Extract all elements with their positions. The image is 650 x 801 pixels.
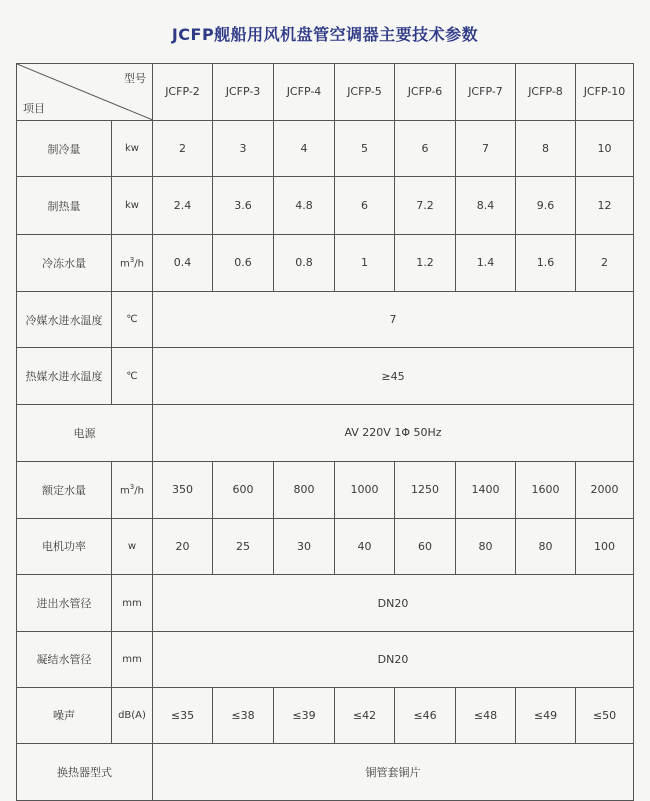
param-unit (112, 461, 153, 518)
param-name: 冷冻水量 (17, 235, 112, 292)
model-label: 型号 (124, 72, 146, 85)
table-row (17, 518, 634, 575)
merged-value-cell: AV 220V 1Φ 50Hz (153, 405, 634, 462)
param-unit: kw (112, 120, 153, 177)
value-cell: 40 (335, 518, 395, 575)
value-cell: 6 (395, 120, 456, 177)
value-cell: 8 (516, 120, 576, 177)
merged-value-cell: 铜管套铜片 (153, 744, 634, 801)
param-unit: ℃ (112, 291, 153, 348)
model-header: JCFP-5 (335, 64, 395, 121)
value-cell: 2.4 (153, 177, 213, 235)
param-name: 冷媒水进水温度 (17, 291, 112, 348)
merged-value-cell: DN20 (153, 631, 634, 687)
value-cell: 1.2 (395, 235, 456, 292)
unit-tail: /h (134, 258, 144, 270)
item-label: 项目 (23, 101, 45, 115)
unit-base: m (120, 258, 130, 270)
table-row (17, 348, 634, 405)
value-cell: 2000 (576, 461, 634, 518)
value-cell: 0.8 (274, 235, 335, 292)
param-name: 电源 (17, 405, 153, 462)
value-cell: 1600 (516, 461, 576, 518)
value-cell: 12 (576, 177, 634, 235)
table-row (17, 461, 634, 518)
model-header: JCFP-4 (274, 64, 335, 121)
value-cell: ≤48 (456, 687, 516, 744)
param-name: 噪声 (17, 687, 112, 744)
unit-tail: /h (134, 485, 144, 497)
param-unit: mm (112, 575, 153, 632)
param-unit: ℃ (112, 348, 153, 405)
unit-base: m (120, 485, 130, 497)
param-unit (112, 235, 153, 292)
value-cell: 600 (213, 461, 274, 518)
param-name: 凝结水管径 (17, 631, 112, 687)
table-row (17, 687, 634, 744)
value-cell: ≤50 (576, 687, 634, 744)
table-row (17, 631, 634, 687)
value-cell: 6 (335, 177, 395, 235)
model-header: JCFP-6 (395, 64, 456, 121)
value-cell: 0.6 (213, 235, 274, 292)
value-cell: ≤38 (213, 687, 274, 744)
param-name: 制冷量 (17, 120, 112, 177)
model-header: JCFP-7 (456, 64, 516, 121)
merged-value-cell: 7 (153, 291, 634, 348)
param-unit: kw (112, 177, 153, 235)
table-row (17, 235, 634, 292)
param-unit: dB(A) (112, 687, 153, 744)
value-cell: ≤46 (395, 687, 456, 744)
table-row (17, 177, 634, 235)
value-cell: 4.8 (274, 177, 335, 235)
value-cell: 25 (213, 518, 274, 575)
param-name: 换热器型式 (17, 744, 153, 801)
value-cell: 80 (456, 518, 516, 575)
param-name: 热媒水进水温度 (17, 348, 112, 405)
table-row (17, 575, 634, 632)
value-cell: 7.2 (395, 177, 456, 235)
param-unit: w (112, 518, 153, 575)
value-cell: 4 (274, 120, 335, 177)
table-row (17, 120, 634, 177)
table-row (17, 291, 634, 348)
value-cell: 10 (576, 120, 634, 177)
value-cell: 1400 (456, 461, 516, 518)
value-cell: 1 (335, 235, 395, 292)
param-unit: mm (112, 631, 153, 687)
value-cell: 3.6 (213, 177, 274, 235)
unit-superscript: 3 (129, 256, 135, 265)
value-cell: ≤42 (335, 687, 395, 744)
value-cell: 0.4 (153, 235, 213, 292)
value-cell: 3 (213, 120, 274, 177)
param-name: 额定水量 (17, 461, 112, 518)
value-cell: 7 (456, 120, 516, 177)
spec-table (16, 63, 634, 801)
value-cell: 30 (274, 518, 335, 575)
value-cell: 9.6 (516, 177, 576, 235)
value-cell: 2 (576, 235, 634, 292)
param-name: 电机功率 (17, 518, 112, 575)
value-cell: 800 (274, 461, 335, 518)
value-cell: 1.4 (456, 235, 516, 292)
value-cell: 2 (153, 120, 213, 177)
value-cell: 1250 (395, 461, 456, 518)
value-cell: ≤39 (274, 687, 335, 744)
model-header: JCFP-2 (153, 64, 213, 121)
value-cell: 80 (516, 518, 576, 575)
page-title: JCFP舰船用风机盘管空调器主要技术参数 (171, 25, 479, 44)
value-cell: 1000 (335, 461, 395, 518)
header-row (17, 64, 634, 121)
value-cell: 60 (395, 518, 456, 575)
param-name: 进出水管径 (17, 575, 112, 632)
value-cell: 5 (335, 120, 395, 177)
value-cell: 8.4 (456, 177, 516, 235)
param-name: 制热量 (17, 177, 112, 235)
merged-value-cell: ≥45 (153, 348, 634, 405)
unit-superscript: 3 (129, 483, 135, 491)
value-cell: ≤35 (153, 687, 213, 744)
model-header: JCFP-3 (213, 64, 274, 121)
value-cell: 20 (153, 518, 213, 575)
value-cell: 1.6 (516, 235, 576, 292)
value-cell: 100 (576, 518, 634, 575)
model-header: JCFP-8 (516, 64, 576, 121)
value-cell: 350 (153, 461, 213, 518)
value-cell: ≤49 (516, 687, 576, 744)
merged-value-cell: DN20 (153, 575, 634, 632)
table-row (17, 405, 634, 462)
table-row (17, 744, 634, 801)
table-body (17, 120, 634, 800)
diagonal-header-cell (17, 64, 153, 121)
model-header: JCFP-10 (576, 64, 634, 121)
